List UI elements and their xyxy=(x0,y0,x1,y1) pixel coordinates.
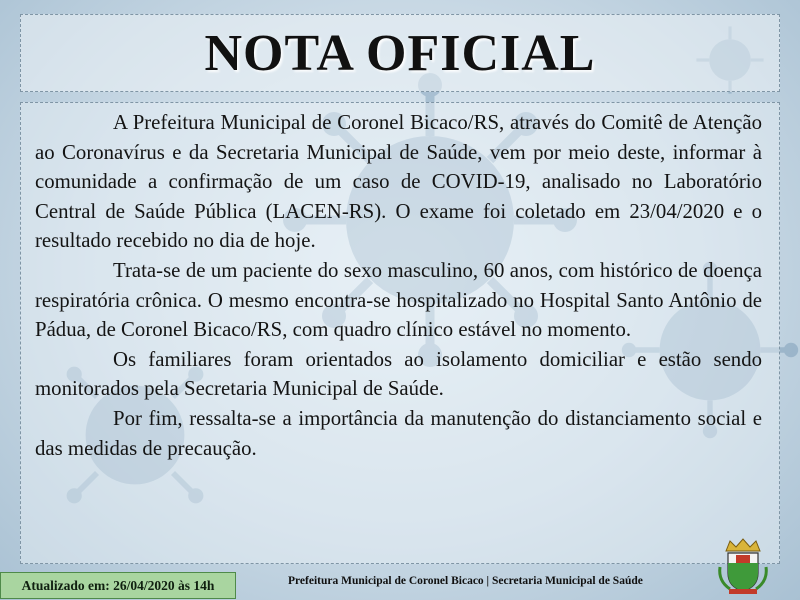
paragraph-precautions: Por fim, ressalta-se a importância da manutenção do distanciamento social e das medidas de precaução. xyxy=(35,406,762,460)
page-title: NOTA OFICIAL xyxy=(204,24,596,82)
notice-body xyxy=(35,108,762,463)
paragraph-patient-details: Trata-se de um paciente do sexo masculino, 60 anos, com histórico de doença respiratória crônica. O mesmo encontra-se hospitalizado no Hospital Santo Antônio de Pádua, de Coronel Bicaco/RS, com quadro clínico estável no momento. xyxy=(35,258,762,342)
paragraph-announcement: A Prefeitura Municipal de Coronel Bicaco/RS, através do Comitê de Atenção ao Coronavírus e da Secretaria Municipal de Saúde, vem por meio deste, informar à comunidade a confirmação de um caso de COVID-19, analisado no Laboratório Central de Saúde Pública (LACEN-RS). O exame foi coletado em 23/04/2020 e o resultado recebido no dia de hoje. xyxy=(35,111,762,253)
municipal-coat-of-arms-icon xyxy=(716,537,770,595)
footer-credit: Prefeitura Municipal de Coronel Bicaco | Secretaria Municipal de Saúde xyxy=(288,575,643,587)
updated-badge: Atualizado em: 26/04/2020 às 14h xyxy=(0,572,236,599)
paragraph-family-monitoring: Os familiares foram orientados ao isolamento domiciliar e estão sendo monitorados pela Secretaria Municipal de Saúde. xyxy=(35,347,762,401)
title-banner xyxy=(20,14,780,92)
